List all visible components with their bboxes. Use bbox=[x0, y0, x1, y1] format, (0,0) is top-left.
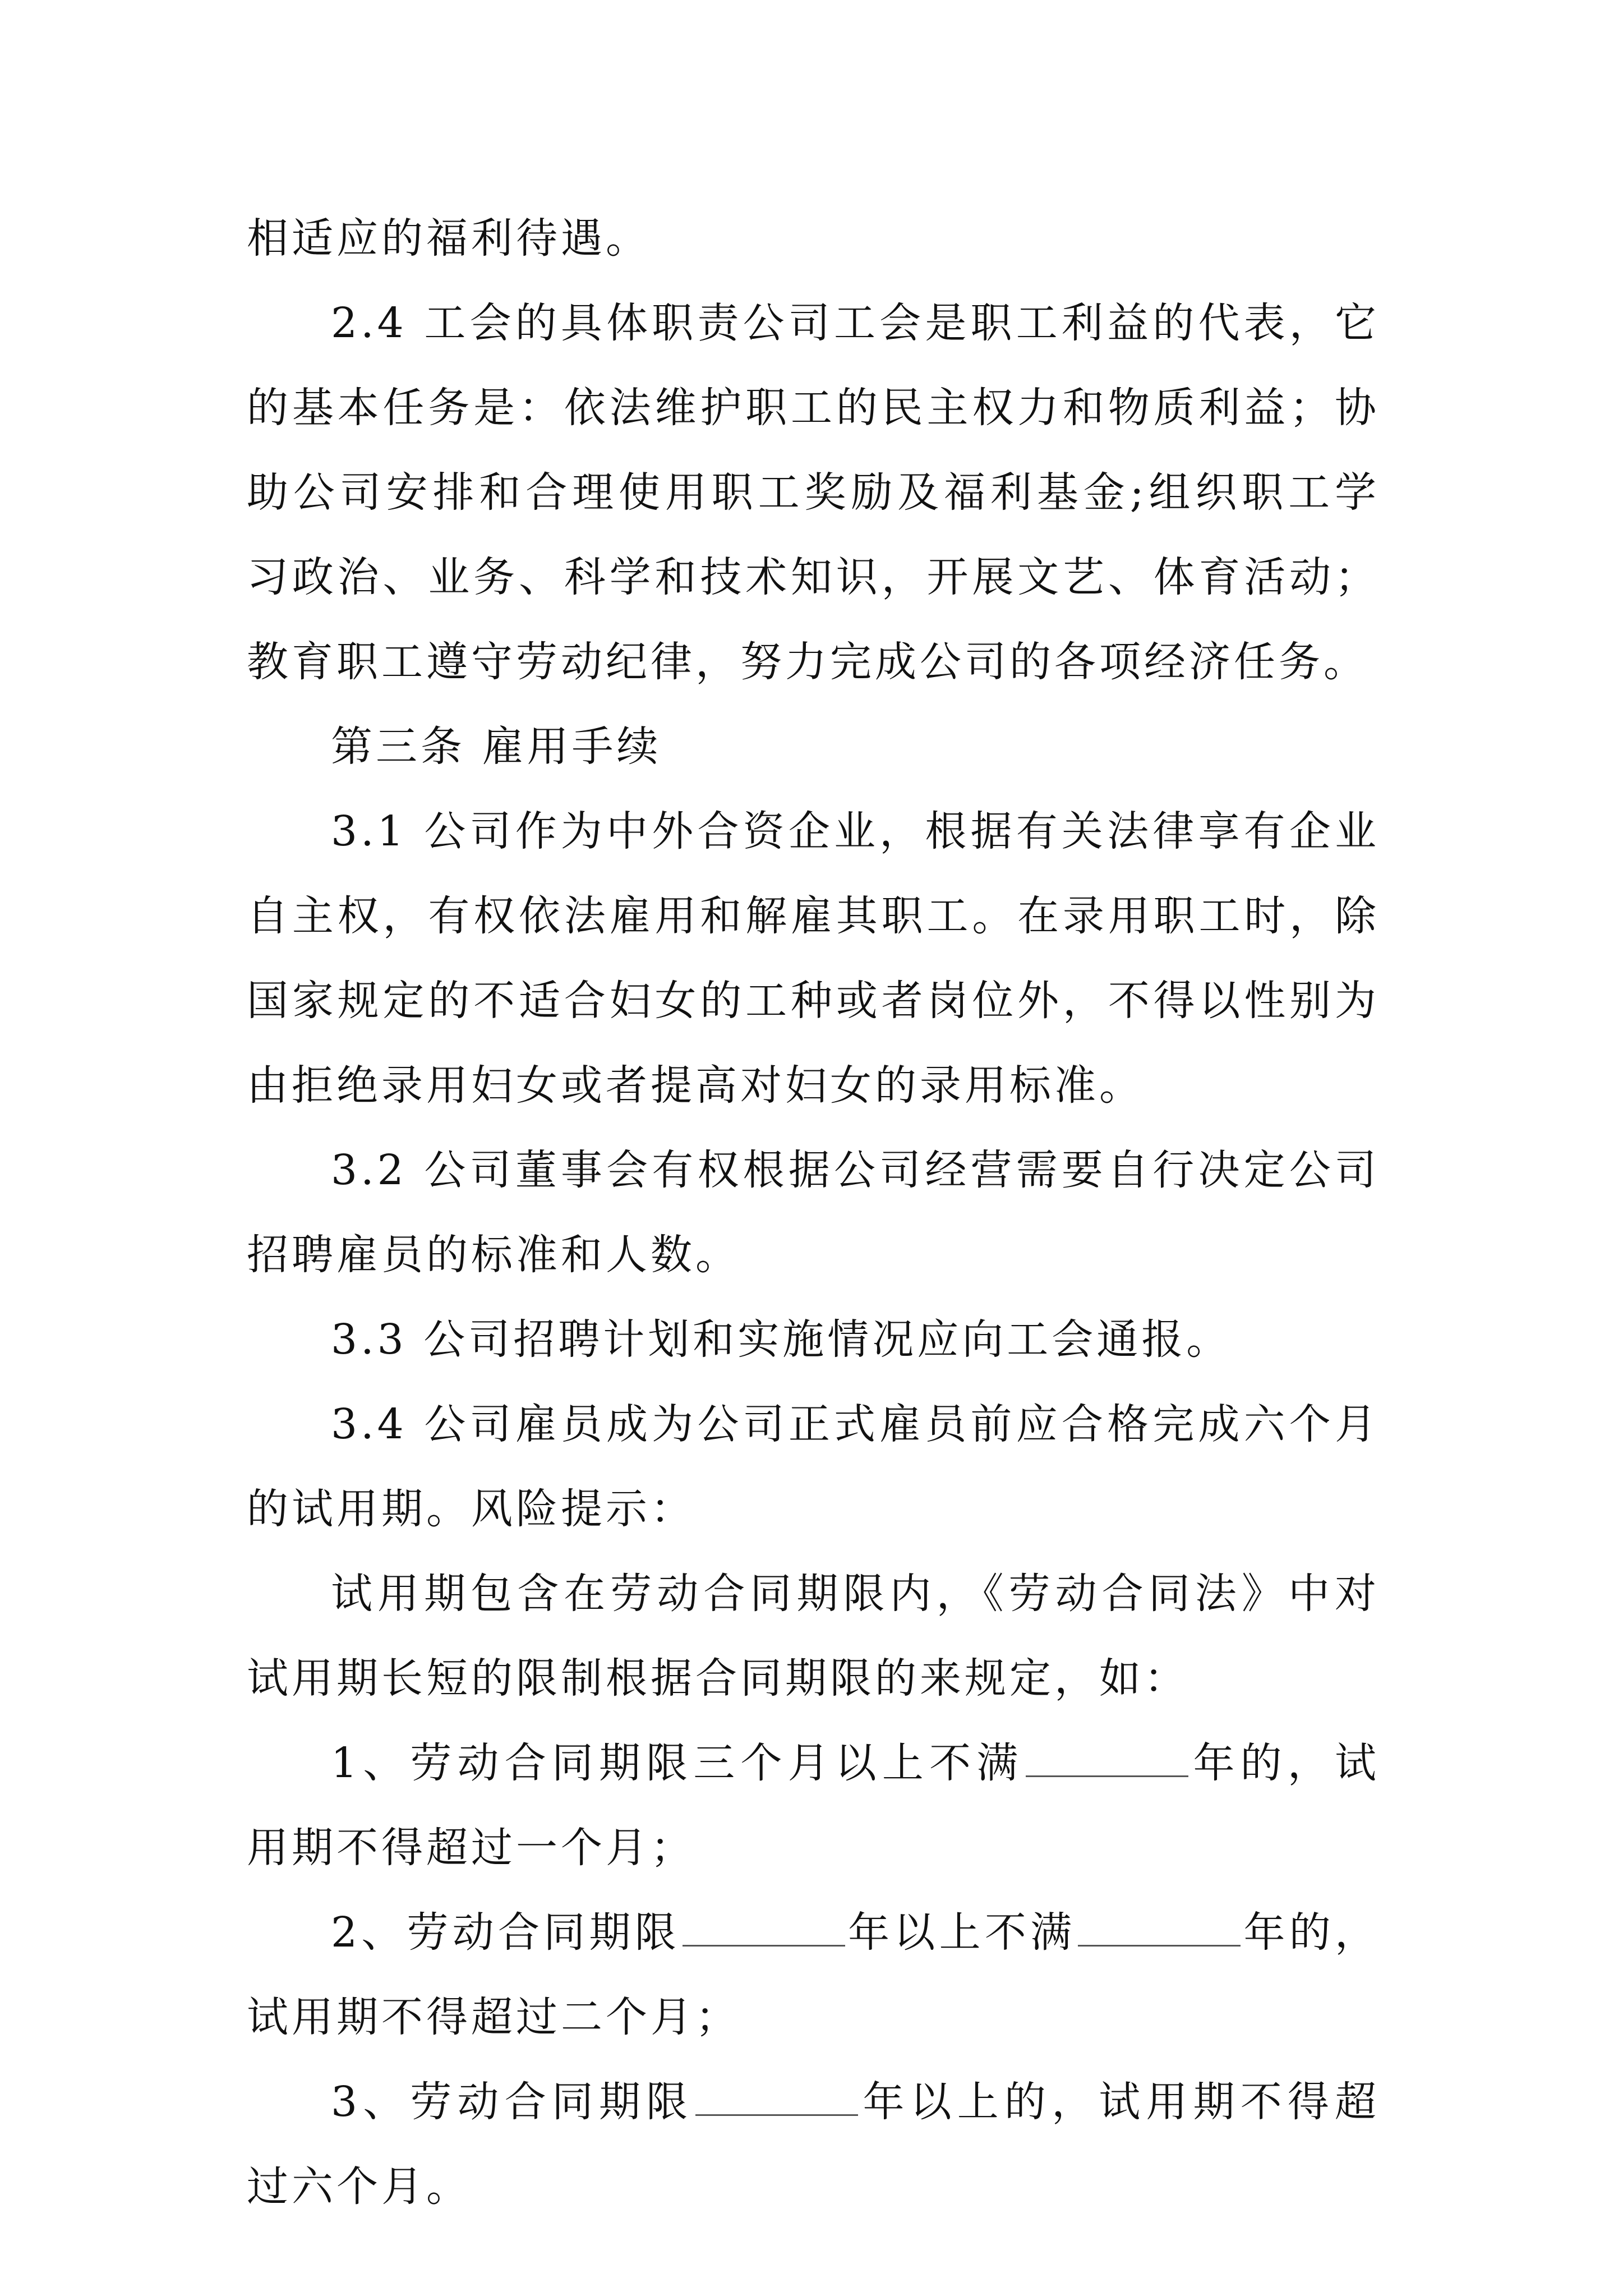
list-item-3-before: 3、劳动合同期限 bbox=[331, 2078, 694, 2126]
list-item-2 bbox=[247, 1890, 1380, 2060]
paragraph-probation-note: 试用期包含在劳动合同期限内，《劳动合同法》中对试用期长短的限制根据合同期限的来规定，如： bbox=[247, 1570, 1380, 1703]
list-item-2-middle: 年以上不满 bbox=[847, 1908, 1076, 1957]
paragraph-union-duties: 2.4 工会的具体职责公司工会是职工利益的代表，它的基本任务是：依法维护职工的民主权力和物质利益；协助公司安排和合理使用职工奖励及福利基金;组织职工学习政治、业务、科学和技术知识，开展文艺、体育活动；教育职工遵守劳动纪律，努力完成公司的各项经济任务。 bbox=[247, 299, 1380, 686]
list-item-3 bbox=[247, 2060, 1380, 2229]
blank-line bbox=[695, 2081, 858, 2116]
paragraph-continuation: 相适应的福利待遇。 bbox=[247, 214, 651, 263]
list-item-2-before: 2、劳动合同期限 bbox=[331, 1908, 680, 1957]
section-heading-article-3: 第三条 雇用手续 bbox=[331, 723, 662, 771]
blank-line bbox=[683, 1911, 845, 1947]
list-item-1-before: 1、劳动合同期限三个月以上不满 bbox=[331, 1739, 1024, 1787]
paragraph-3-1: 3.1 公司作为中外合资企业，根据有关法律享有企业自主权，有权依法雇用和解雇其职工。在录用职工时，除国家规定的不适合妇女的工种或者岗位外，不得以性别为由拒绝录用妇女或者提高对妇女的录用标准。 bbox=[247, 807, 1380, 1110]
document-body bbox=[247, 196, 1380, 2229]
list-item-1 bbox=[247, 1721, 1380, 1890]
blank-line bbox=[1026, 1742, 1188, 1777]
list-item-3-after: 年以上的，试用期不得超过六个月。 bbox=[247, 2078, 1380, 2211]
list-item-2-after: 年的，试用期不得超过二个月； bbox=[247, 1908, 1380, 2041]
blank-line bbox=[1078, 1911, 1241, 1947]
paragraph-3-4: 3.4 公司雇员成为公司正式雇员前应合格完成六个月的试用期。风险提示： bbox=[247, 1400, 1380, 1533]
paragraph-3-2: 3.2 公司董事会有权根据公司经营需要自行决定公司招聘雇员的标准和人数。 bbox=[247, 1146, 1380, 1279]
list-item-1-after: 年的，试用期不得超过一个月； bbox=[247, 1739, 1380, 1872]
paragraph-3-3: 3.3 公司招聘计划和实施情况应向工会通报。 bbox=[331, 1315, 1232, 1364]
